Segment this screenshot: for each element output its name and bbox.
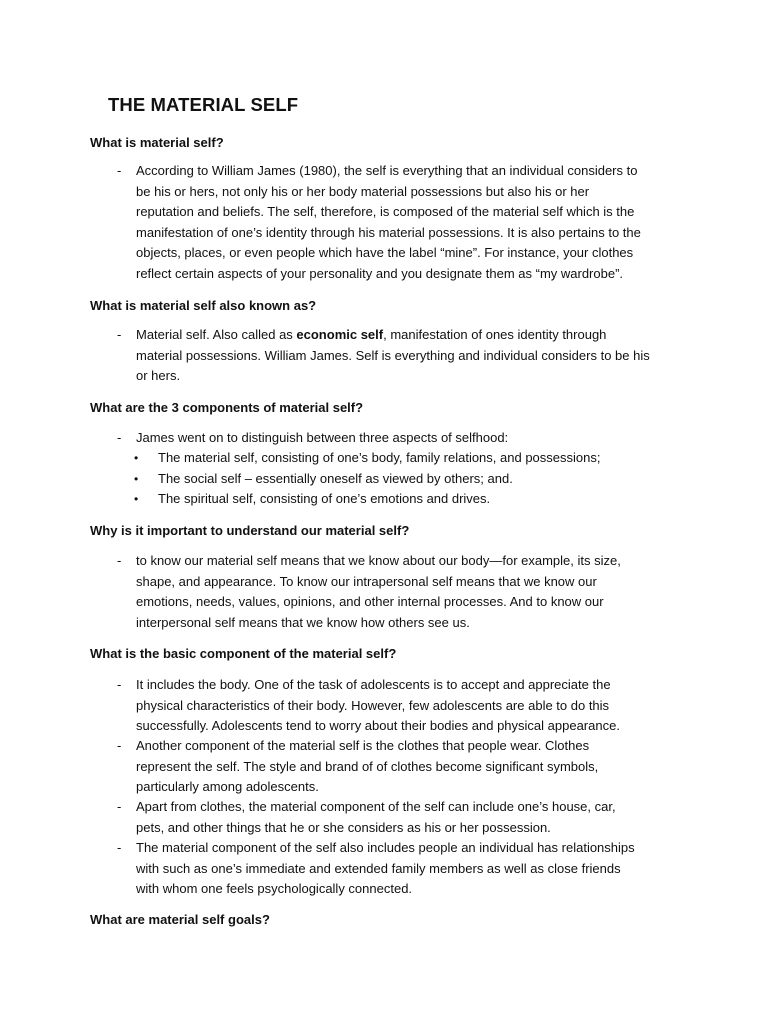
text-line: Apart from clothes, the material component of the self can include one’s house, car, [136, 799, 616, 814]
answer-paragraph [136, 428, 676, 449]
answer-paragraph [136, 736, 676, 798]
dash-marker: - [117, 677, 122, 692]
question-heading: What are material self goals? [90, 912, 270, 927]
text-line: material possessions. William James. Self is everything and individual considers to be his [136, 347, 650, 363]
answer-paragraph [136, 675, 676, 737]
dash-marker: - [117, 327, 122, 342]
text-line: Material self. Also called as economic self, manifestation of ones identity through [136, 327, 607, 342]
text-line: successfully. Adolescents tend to worry about their bodies and physical appearance. [136, 718, 620, 733]
bold-term: economic self [296, 327, 384, 342]
text-line: It includes the body. One of the task of adolescents is to accept and appreciate the [136, 677, 611, 692]
page-title: THE MATERIAL SELF [108, 94, 299, 115]
text-line: The material component of the self also includes people an individual has relationships [136, 840, 635, 855]
text-line: manifestation of one’s identity through his material possessions. It is also pertains to the [136, 224, 641, 240]
text-line: represent the self. The style and brand of of clothes become significant symbols, [136, 758, 599, 774]
answer-paragraph [136, 325, 676, 387]
text-line: pets, and other things that he or she considers as his or her possession. [136, 819, 551, 835]
text-line: with whom one feels psychologically connected. [136, 881, 413, 896]
text-line: emotions, needs, values, opinions, and other internal processes. And to know our [136, 594, 604, 609]
bullet-item: The material self, consisting of one’s body, family relations, and possessions; [158, 450, 601, 465]
text-line: interpersonal self means that we know how others see us. [136, 614, 470, 630]
text-line: or hers. [136, 368, 181, 383]
answer-paragraph [136, 551, 676, 633]
text-line: be his or hers, not only his or her body material possessions but also his or her [136, 183, 590, 199]
text-line: particularly among adolescents. [136, 779, 319, 794]
bullet-item: The social self – essentially oneself as viewed by others; and. [158, 471, 513, 486]
text-line: shape, and appearance. To know our intrapersonal self means that we know our [136, 573, 597, 589]
question-heading: What is the basic component of the material self? [90, 646, 397, 661]
dash-marker: - [117, 738, 122, 753]
bullet-marker: • [134, 472, 139, 486]
text-line: James went on to distinguish between three aspects of selfhood: [136, 430, 509, 445]
text-line: physical characteristics of their body. However, few adolescents are able to do this [136, 697, 610, 713]
text-line: reputation and beliefs. The self, therefore, is composed of the material self which is the [136, 204, 635, 219]
question-heading: What is material self? [90, 135, 224, 150]
dash-marker: - [117, 163, 122, 178]
dash-marker: - [117, 840, 122, 855]
text-line: to know our material self means that we know about our body—for example, its size, [136, 553, 621, 568]
answer-paragraph [136, 797, 676, 838]
dash-marker: - [117, 799, 122, 814]
text-line: Another component of the material self is the clothes that people wear. Clothes [136, 738, 590, 753]
text-line: with such as one’s immediate and extended family members as well as close friends [136, 860, 621, 876]
bullet-marker: • [134, 451, 139, 465]
question-heading: Why is it important to understand our material self? [90, 523, 410, 538]
question-heading: What is material self also known as? [90, 298, 317, 313]
bullet-item: The spiritual self, consisting of one’s emotions and drives. [158, 491, 491, 506]
answer-paragraph [136, 161, 676, 284]
question-heading: What are the 3 components of material self? [90, 400, 364, 415]
text-line: reflect certain aspects of your personality and you designate them as “my wardrobe”. [136, 265, 624, 281]
dash-marker: - [117, 430, 122, 445]
bullet-marker: • [134, 492, 139, 506]
text-line: objects, places, or even people which have the label “mine”. For instance, your clothes [136, 245, 634, 260]
text-line: According to William James (1980), the self is everything that an individual considers to [136, 163, 638, 178]
dash-marker: - [117, 553, 122, 568]
answer-paragraph [136, 838, 676, 900]
